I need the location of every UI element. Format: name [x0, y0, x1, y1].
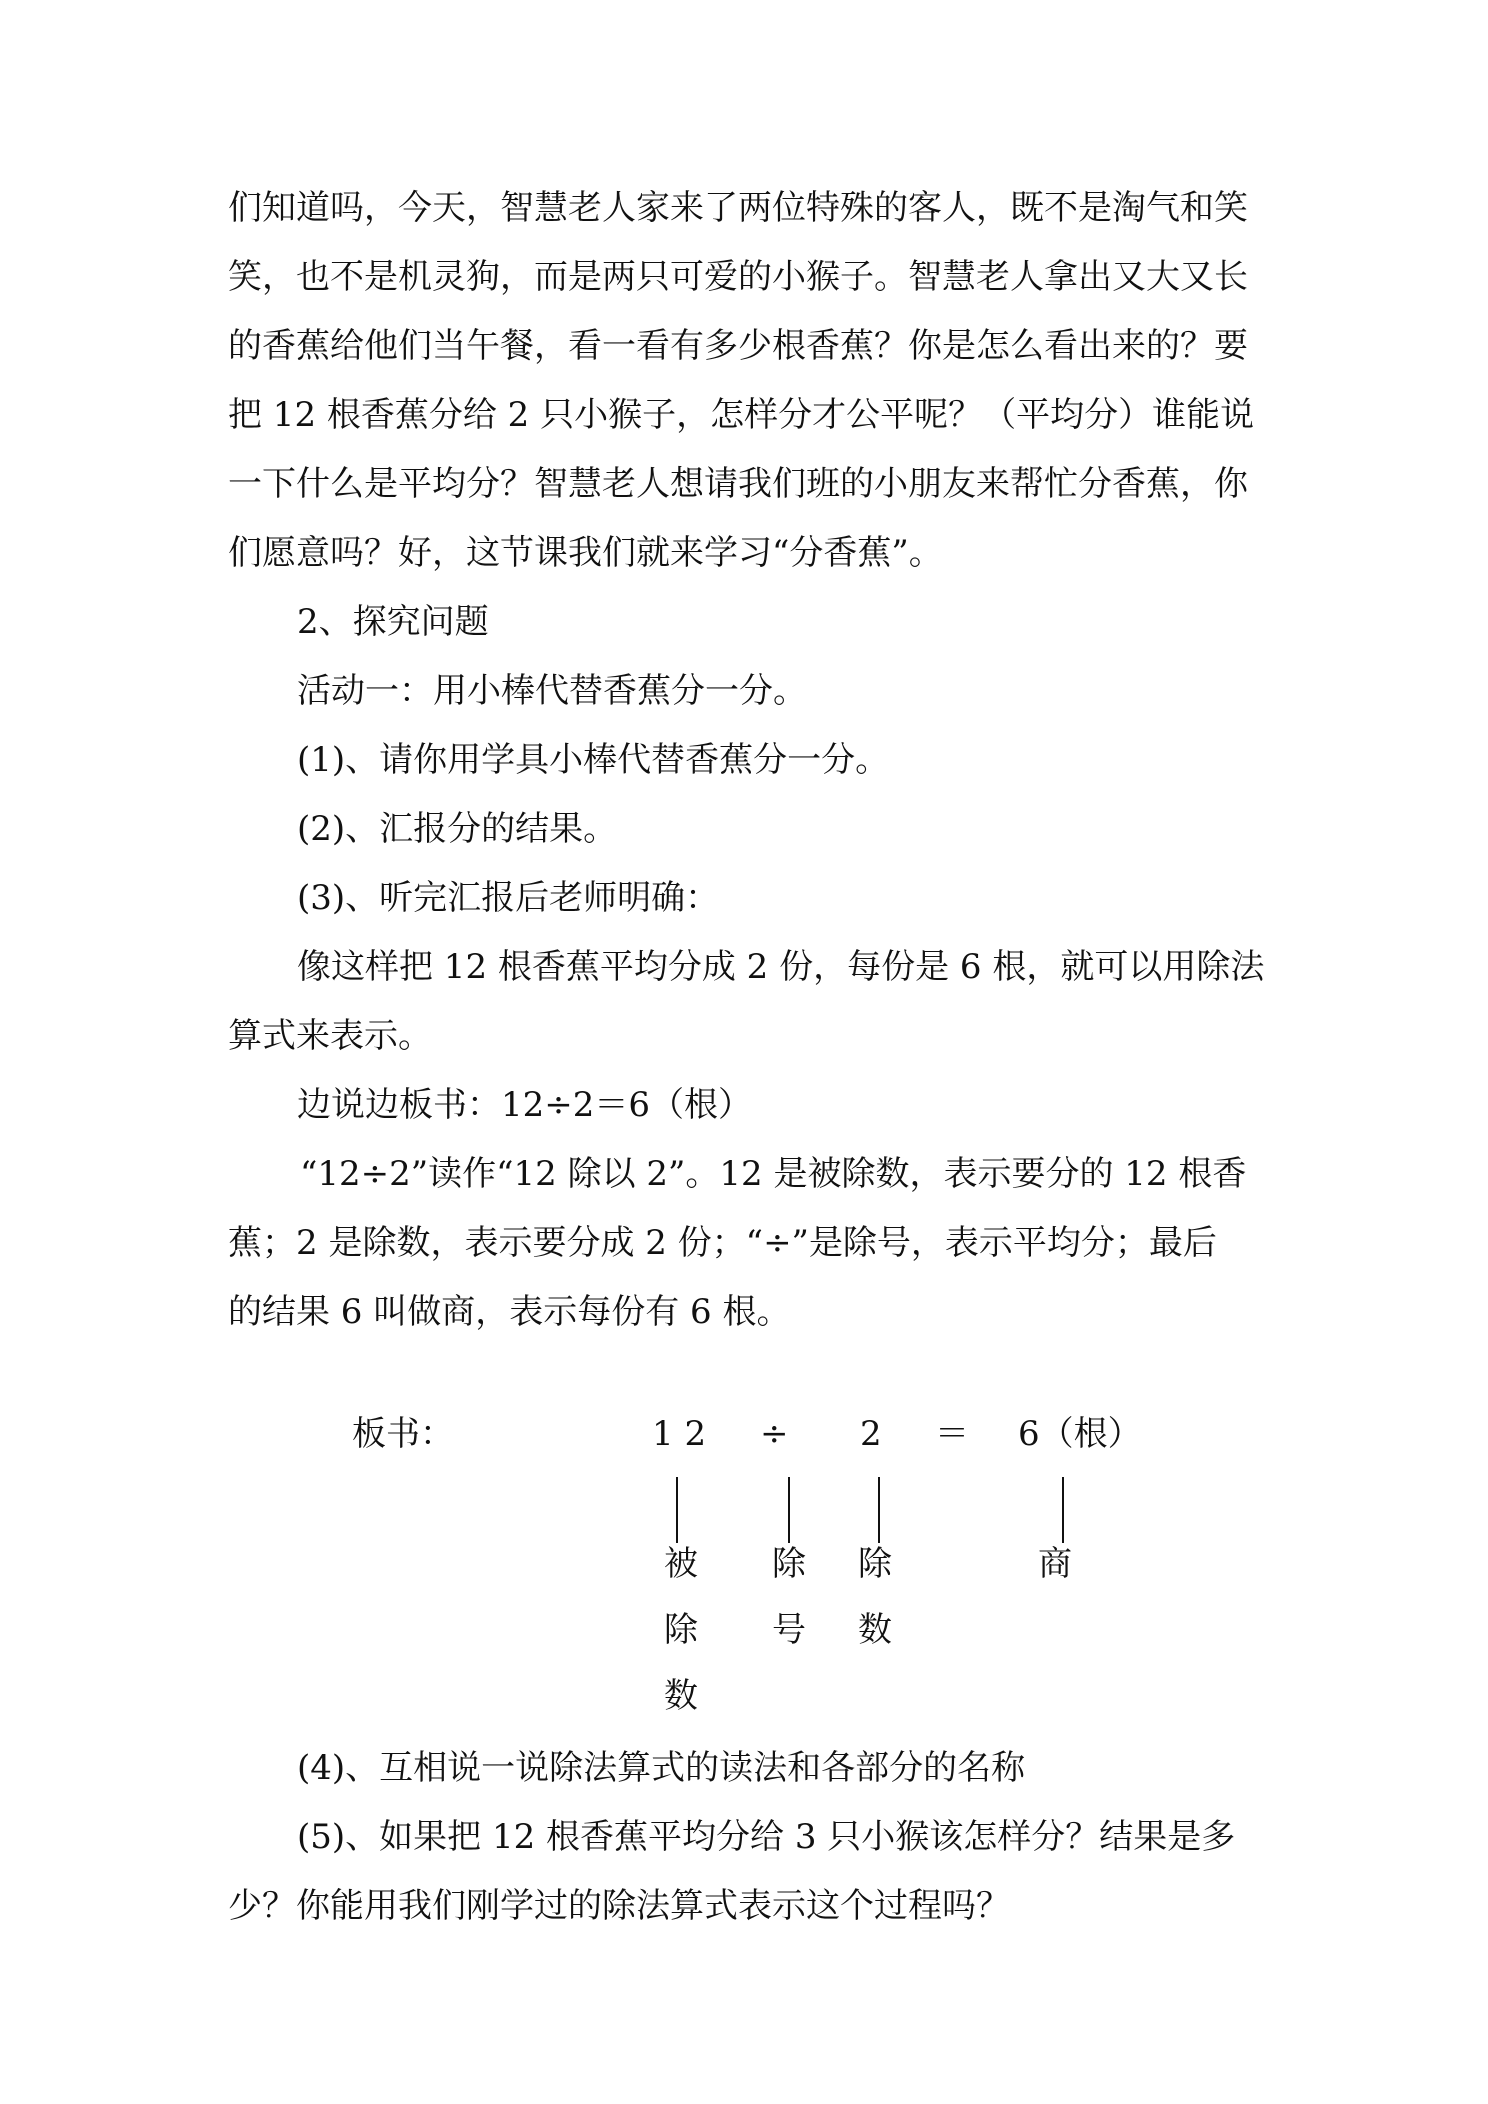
sign-pointer-line	[788, 1477, 790, 1543]
quotient-name-char-1: 商	[1038, 1544, 1072, 1584]
dividend-name-char-2: 除	[664, 1610, 698, 1650]
intro-line-4: 把 12 根香蕉分给 2 只小猴子，怎样分才公平呢？（平均分）谁能说	[228, 395, 1255, 435]
intro-line-6: 们愿意吗？好，这节课我们就来学习“分香蕉”。	[228, 533, 943, 573]
quotient-pointer-line	[1062, 1477, 1064, 1543]
board-equals: ＝	[935, 1414, 969, 1454]
step-3: (3)、听完汇报后老师明确：	[297, 878, 720, 918]
intro-line-3: 的香蕉给他们当午餐，看一看有多少根香蕉？你是怎么看出来的？要	[228, 326, 1248, 366]
step-4: (4)、互相说一说除法算式的读法和各部分的名称	[297, 1748, 1026, 1788]
reading-line-3: 的结果 6 叫做商，表示每份有 6 根。	[228, 1292, 791, 1332]
reading-line-1: “12÷2”读作“12 除以 2”。12 是被除数，表示要分的 12 根香	[300, 1154, 1247, 1194]
board-say: 边说边板书：12÷2＝6（根）	[297, 1085, 753, 1125]
sign-name-char-1: 除	[772, 1544, 806, 1584]
step-5-line-2: 少？你能用我们刚学过的除法算式表示这个过程吗？	[228, 1886, 1010, 1926]
dividend-pointer-line	[676, 1477, 678, 1543]
board-quotient: 6（根）	[1018, 1414, 1142, 1454]
reading-line-2: 蕉；2 是除数，表示要分成 2 份；“÷”是除号，表示平均分；最后	[228, 1223, 1217, 1263]
explain-line-2: 算式来表示。	[228, 1016, 432, 1056]
dividend-name-char-3: 数	[664, 1676, 698, 1716]
board-divisor: 2	[860, 1414, 882, 1454]
section-title: 2、探究问题	[297, 602, 489, 642]
board-label: 板书：	[352, 1414, 454, 1454]
divisor-name-char-2: 数	[858, 1610, 892, 1650]
sign-name-char-2: 号	[772, 1610, 806, 1650]
explain-line-1: 像这样把 12 根香蕉平均分成 2 份，每份是 6 根，就可以用除法	[297, 947, 1265, 987]
intro-line-5: 一下什么是平均分？智慧老人想请我们班的小朋友来帮忙分香蕉，你	[228, 464, 1248, 504]
dividend-name-char-1: 被	[664, 1544, 698, 1584]
intro-line-1: 们知道吗，今天，智慧老人家来了两位特殊的客人，既不是淘气和笑	[228, 188, 1248, 228]
divisor-name-char-1: 除	[858, 1544, 892, 1584]
divisor-pointer-line	[878, 1477, 880, 1543]
step-2: (2)、汇报分的结果。	[297, 809, 618, 849]
board-division-sign: ÷	[760, 1414, 789, 1454]
step-5-line-1: (5)、如果把 12 根香蕉平均分给 3 只小猴该怎样分？结果是多	[297, 1817, 1236, 1857]
step-1: (1)、请你用学具小棒代替香蕉分一分。	[297, 740, 890, 780]
board-dividend: 1 2	[652, 1414, 707, 1454]
intro-line-2: 笑，也不是机灵狗，而是两只可爱的小猴子。智慧老人拿出又大又长	[228, 257, 1248, 297]
activity-title: 活动一：用小棒代替香蕉分一分。	[297, 671, 807, 711]
